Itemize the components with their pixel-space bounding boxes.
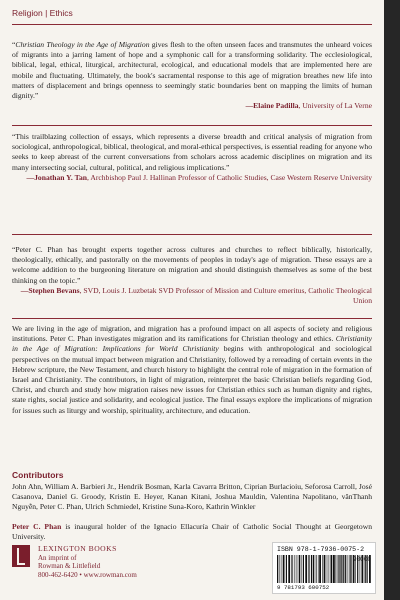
endorser-affiliation: , SVD, Louis J. Luzbetak SVD Professor of Mission and Culture emeritus, Catholic Theological Union <box>79 285 372 306</box>
book-description <box>12 324 372 416</box>
endorsement-text: “Peter C. Phan has brought experts together across cultures and churches to reflect biblically, historically, theologically, ethically, and pastorally on the movements of peoples in today's age of migration. These essays are a welcome addition to the burgeoning literature on migration and should distinguish themselves as some of the best thinking on the topic.” <box>12 245 372 285</box>
endorser-affiliation: , Archbishop Paul J. Hallinan Professor of Catholic Studies, Case Western Reserve University <box>86 172 372 182</box>
imprint-line-2: Rowman & Littlefield <box>38 562 101 571</box>
endorser-name: —Jonathan Y. Tan <box>26 172 87 182</box>
endorser-name: —Stephen Bevans <box>20 285 80 295</box>
barcode-number: 9 781793 600752 <box>277 584 330 591</box>
endorsement-padilla <box>12 40 372 111</box>
publisher-info <box>38 545 137 579</box>
divider-1 <box>12 125 372 126</box>
endorsement-body: gives flesh to the often unseen faces and transmutes the unheard voices of migrants into a jarring lament of hope and a symphonic call for a transforming solidarity. The ecclesiological, biblical, legal, ethical, liturgical, architectural, ecological, and educational models that are implemented here are mobile and fluctuating. Ultimately, the book's sacramental response to this age of migration breathes new life into matters of displacement and brings openness to seemingly static boundaries bent on mapping the limits of human dignity.” <box>12 40 373 101</box>
description-text: We are living in the age of migration, and migration has a profound impact on all aspects of society and religious institutions. Peter C. Phan investigates migration and its ramifications for Christian theology and ethics. <box>12 324 372 344</box>
publisher-block <box>12 545 152 590</box>
endorsement-tan <box>12 132 372 183</box>
endorser-name: —Elaine Padilla <box>245 101 299 111</box>
contributors-heading: Contributors <box>12 470 64 480</box>
contributors-list: John Ahn, William A. Barbieri Jr., Hendrik Bosman, Karla Cavarra Britton, Ciprian Burlacioiu, Seforosa Carroll, José Casanova, Daniel G. Groody, Kristin E. Heyer, Kanan Kitani, Joshua Mauldin, Valentina Napolitano, vănThanh Nguyễn, Peter C. Phan, Ulrich Schmiedel, Kristine Suna-Koro, Kathrin Winkler <box>12 482 372 512</box>
spine <box>384 0 400 600</box>
endorsement-book-title: Christian Theology in the Age of Migration <box>15 40 150 49</box>
endorsement-attribution <box>12 101 372 111</box>
editor-name: Peter C. Phan <box>12 522 62 531</box>
divider-2 <box>12 234 372 235</box>
isbn-text: ISBN 978-1-7936-0075-2 <box>277 546 365 553</box>
barcode <box>272 542 376 594</box>
endorser-affiliation: , University of La Verne <box>298 101 372 111</box>
description-text-cont: begins with anthropological and sociological perspectives on the mutual impact between migration and Christianity, followed by a rereading of certain events in the Hebrew scripture, the New Testament, and church history to highlight the central role of migration in the formation of Israel and Christianity. The contributors, in light of migration, reinterpret the basic Christian beliefs regarding God, Christ, and church and study how migration raises new issues for Christian ethics such as human dignity and rights, state rights, social justice and solidarity, and ecological justice. The final essays explore the implications of migration for issues such as liturgy and worship, spirituality, architecture, and education. <box>12 344 372 415</box>
category-label: Religion | Ethics <box>12 8 73 18</box>
publisher-logo-icon <box>12 545 30 567</box>
endorsement-text: “This trailblazing collection of essays, which represents a diverse breadth and critical analysis of migration from sociological, anthropological, biblical, theological, and moral-ethical perspectives, is essential reading for anyone who seeks to keep abreast of the current conversations from scholars across academic disciplines on migration and its many intersecting social, cultural, political, and religious implications.” <box>12 132 372 172</box>
endorsement-attribution <box>12 286 372 306</box>
endorsement-bevans <box>12 245 372 306</box>
editor-bio-text: is inaugural holder of the Ignacio Ellacuría Chair of Catholic Social Thought at Georgetown University. <box>12 522 372 542</box>
publisher-contact: 800-462-6420 • www.rowman.com <box>38 570 137 579</box>
barcode-bars <box>277 555 371 583</box>
description-book-title: Christianity in the Age of Migration: Implications for World Christianity <box>12 334 372 354</box>
publisher-name: LEXINGTON BOOKS <box>38 544 117 553</box>
imprint-line-1: An imprint of <box>38 553 77 562</box>
endorsement-text: “Christian Theology in the Age of Migration gives flesh to the often unseen faces and transmutes the unheard voices of migrants into a jarring lament of hope and a symphonic call for a transforming solidarity. The ecclesiological, biblical, legal, ethical, liturgical, architectural, ecological, and educational models that are implemented here are mobile and fluctuating. Ultimately, the book's sacramental response to this age of migration breathes new life into matters of displacement and brings openness to seemingly static boundaries bent on mapping the limits of human dignity.” <box>12 40 373 101</box>
editor-bio <box>12 522 372 542</box>
top-divider <box>12 24 372 25</box>
divider-3 <box>12 318 372 319</box>
endorsement-attribution <box>12 173 372 183</box>
